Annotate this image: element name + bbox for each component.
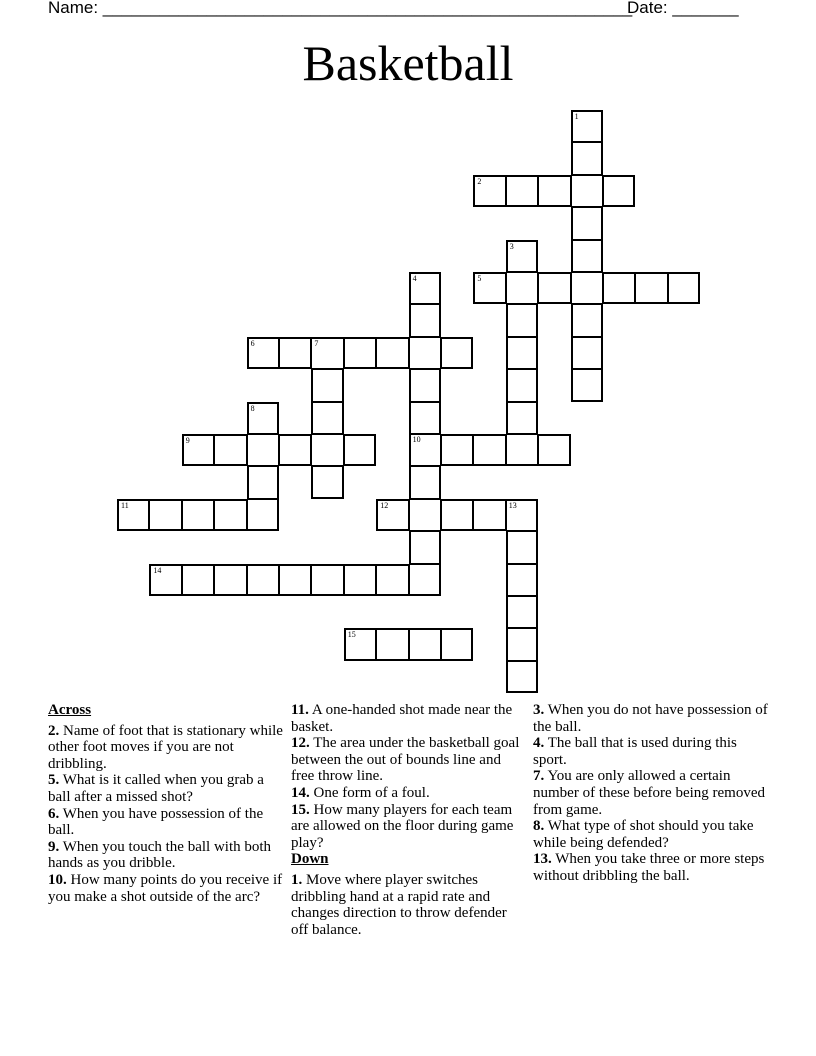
- clue-number: 14: [153, 565, 162, 575]
- clue-item-number: 15.: [291, 801, 310, 818]
- crossword-cell[interactable]: [409, 564, 441, 596]
- crossword-cell[interactable]: [409, 531, 441, 563]
- name-field[interactable]: Name: ________________________________________________________: [48, 0, 633, 17]
- crossword-cell[interactable]: [247, 564, 279, 596]
- clue-item: [48, 723, 284, 773]
- crossword-cell[interactable]: [311, 466, 343, 498]
- crossword-cell[interactable]: [506, 402, 538, 434]
- crossword-cell[interactable]: [311, 402, 343, 434]
- across-heading: Across: [48, 702, 92, 718]
- clue-number: 6: [250, 338, 255, 348]
- crossword-cell[interactable]: [571, 142, 603, 174]
- crossword-cell[interactable]: [441, 337, 473, 369]
- clue-number: 5: [477, 274, 482, 283]
- clue-item: [48, 839, 284, 872]
- crossword-cell[interactable]: [376, 628, 408, 660]
- crossword-cell[interactable]: [182, 564, 214, 596]
- clue-item: [291, 802, 527, 852]
- clue-item-text: The area under the basketball goal between the out of bounds line and free throw line.: [291, 735, 520, 785]
- crossword-cell[interactable]: [409, 337, 441, 369]
- crossword-cell[interactable]: [344, 564, 376, 596]
- crossword-cell[interactable]: [506, 596, 538, 628]
- clue-item-number: 9.: [48, 838, 60, 855]
- crossword-cell[interactable]: [247, 402, 279, 434]
- crossword-cell[interactable]: [182, 499, 214, 531]
- crossword-cell[interactable]: [473, 272, 505, 304]
- crossword-cell[interactable]: [668, 272, 700, 304]
- clue-number: 15: [347, 630, 356, 640]
- crossword-cell[interactable]: [214, 434, 246, 466]
- clue-item-number: 4.: [533, 735, 545, 752]
- clue-item-number: 12.: [291, 735, 310, 752]
- clue-item-text: How many players for each team are allowed on the floor during game play?: [291, 801, 514, 851]
- clue-item-number: 6.: [48, 805, 60, 822]
- clue-item: [48, 806, 284, 839]
- crossword-cell[interactable]: [117, 499, 149, 531]
- crossword-cell[interactable]: [571, 175, 603, 207]
- crossword-cell[interactable]: [247, 466, 279, 498]
- clue-number: 2: [477, 176, 482, 186]
- clue-item: [291, 785, 527, 802]
- crossword-cell[interactable]: [506, 661, 538, 693]
- clue-number: 12: [380, 500, 389, 510]
- crossword-cell[interactable]: [409, 369, 441, 401]
- crossword-cell[interactable]: [473, 434, 505, 466]
- clue-item-number: 13.: [533, 851, 552, 868]
- crossword-cell[interactable]: [376, 499, 408, 531]
- crossword-cell[interactable]: [441, 499, 473, 531]
- clue-number: 13: [508, 500, 517, 510]
- clue-item-number: 7.: [533, 768, 545, 785]
- crossword-cell[interactable]: [506, 240, 538, 272]
- clue-item: [291, 702, 527, 735]
- clue-item-number: 3.: [533, 702, 545, 718]
- crossword-cell[interactable]: [409, 434, 441, 466]
- crossword-cell[interactable]: [603, 175, 635, 207]
- crossword-cell[interactable]: [311, 564, 343, 596]
- crossword-cell[interactable]: [247, 337, 279, 369]
- crossword-cell[interactable]: [571, 304, 603, 336]
- crossword-cell[interactable]: [603, 272, 635, 304]
- clue-item-text: How many points do you receive if you make a shot outside of the arc?: [48, 871, 283, 905]
- clue-item: [48, 772, 284, 805]
- clue-item-number: 14.: [291, 784, 310, 801]
- crossword-cell[interactable]: [571, 110, 603, 142]
- crossword-cell[interactable]: [311, 337, 343, 369]
- clue-item: [48, 872, 284, 905]
- clue-number: 7: [314, 338, 319, 348]
- clue-item-text: You are only allowed a certain number of these before being removed from game.: [533, 768, 765, 818]
- clue-number: 11: [121, 500, 129, 510]
- clue-item-text: When you touch the ball with both hands as you dribble.: [48, 838, 272, 872]
- crossword-cell[interactable]: [506, 175, 538, 207]
- crossword-cell[interactable]: [506, 531, 538, 563]
- clue-item-text: A one-handed shot made near the basket.: [291, 702, 513, 735]
- crossword-cell[interactable]: [538, 272, 570, 304]
- clue-item-text: When you have possession of the ball.: [48, 805, 264, 839]
- crossword-cell[interactable]: [506, 369, 538, 401]
- clue-item-text: When you take three or more steps without dribbling the ball.: [533, 851, 765, 884]
- clue-column-2: [291, 702, 527, 938]
- crossword-cell[interactable]: [409, 466, 441, 498]
- crossword-cell[interactable]: [279, 337, 311, 369]
- clue-number: 4: [412, 274, 417, 283]
- crossword-cell[interactable]: [311, 369, 343, 401]
- crossword-cell[interactable]: [441, 628, 473, 660]
- crossword-cell[interactable]: [409, 628, 441, 660]
- crossword-cell[interactable]: [279, 564, 311, 596]
- clue-item-text: The ball that is used during this sport.: [533, 735, 737, 768]
- crossword-cell[interactable]: [182, 434, 214, 466]
- clue-number: 10: [412, 435, 421, 444]
- crossword-cell[interactable]: [571, 337, 603, 369]
- clue-item: [533, 768, 769, 818]
- date-field[interactable]: Date: _______: [627, 0, 739, 17]
- crossword-cell[interactable]: [506, 272, 538, 304]
- crossword-cell[interactable]: [506, 337, 538, 369]
- clue-item-text: When you do not have possession of the ball.: [533, 702, 768, 735]
- crossword-cell[interactable]: [571, 272, 603, 304]
- crossword-cell[interactable]: [311, 434, 343, 466]
- clue-item-text: What type of shot should you take while being defended?: [533, 818, 754, 851]
- crossword-cell[interactable]: [506, 499, 538, 531]
- crossword-cell[interactable]: [441, 434, 473, 466]
- crossword-cell[interactable]: [538, 434, 570, 466]
- crossword-cell[interactable]: [149, 564, 181, 596]
- clue-item-text: What is it called when you grab a ball after a missed shot?: [48, 772, 264, 805]
- crossword-cell[interactable]: [409, 402, 441, 434]
- crossword-cell[interactable]: [214, 564, 246, 596]
- crossword-cell[interactable]: [571, 207, 603, 239]
- crossword-cell[interactable]: [344, 337, 376, 369]
- clue-item-text: Move where player switches dribbling hand at a rapid rate and changes direction to throw defender off balance.: [291, 871, 507, 938]
- clue-item-number: 11.: [291, 702, 309, 718]
- clue-item-number: 1.: [291, 871, 303, 888]
- clue-item-number: 10.: [48, 871, 67, 888]
- clue-number: 8: [250, 403, 255, 413]
- down-heading: Down: [291, 851, 329, 868]
- crossword-cell[interactable]: [635, 272, 667, 304]
- clue-item-number: 8.: [533, 818, 545, 835]
- clue-item-text: Name of foot that is stationary while other foot moves if you are not dribbling.: [48, 722, 283, 772]
- crossword-cell[interactable]: [506, 628, 538, 660]
- crossword-cell[interactable]: [571, 240, 603, 272]
- clue-item: [533, 735, 769, 768]
- crossword-cell[interactable]: [214, 499, 246, 531]
- crossword-cell[interactable]: [376, 337, 408, 369]
- clue-item-text: One form of a foul.: [309, 784, 430, 801]
- crossword-cell[interactable]: [344, 434, 376, 466]
- clue-item: [533, 818, 769, 851]
- clue-column-1: [48, 702, 284, 905]
- crossword-cell[interactable]: [473, 175, 505, 207]
- clue-column-3: [533, 702, 769, 885]
- clue-number: 3: [509, 241, 514, 251]
- clue-number: 9: [185, 436, 190, 445]
- clue-number: 1: [574, 112, 579, 121]
- clue-item-number: 2.: [48, 722, 60, 739]
- crossword-cell[interactable]: [538, 175, 570, 207]
- crossword-cell[interactable]: [409, 304, 441, 336]
- clue-item: [291, 735, 527, 785]
- crossword-cell[interactable]: [571, 369, 603, 401]
- crossword-cell[interactable]: [279, 434, 311, 466]
- crossword-cell[interactable]: [506, 434, 538, 466]
- crossword-cell[interactable]: [376, 564, 408, 596]
- crossword-cell[interactable]: [409, 499, 441, 531]
- crossword-cell[interactable]: [344, 628, 376, 660]
- crossword-cell[interactable]: [149, 499, 181, 531]
- crossword-cell[interactable]: [247, 499, 279, 531]
- puzzle-title: Basketball: [302, 35, 514, 91]
- crossword-cell[interactable]: [473, 499, 505, 531]
- crossword-cell[interactable]: [506, 564, 538, 596]
- clue-item: [533, 851, 769, 884]
- crossword-cell[interactable]: [247, 434, 279, 466]
- crossword-cell[interactable]: [409, 272, 441, 304]
- clue-item: [533, 702, 769, 735]
- crossword-cell[interactable]: [506, 304, 538, 336]
- clue-item: [291, 872, 527, 938]
- clue-item-number: 5.: [48, 772, 60, 789]
